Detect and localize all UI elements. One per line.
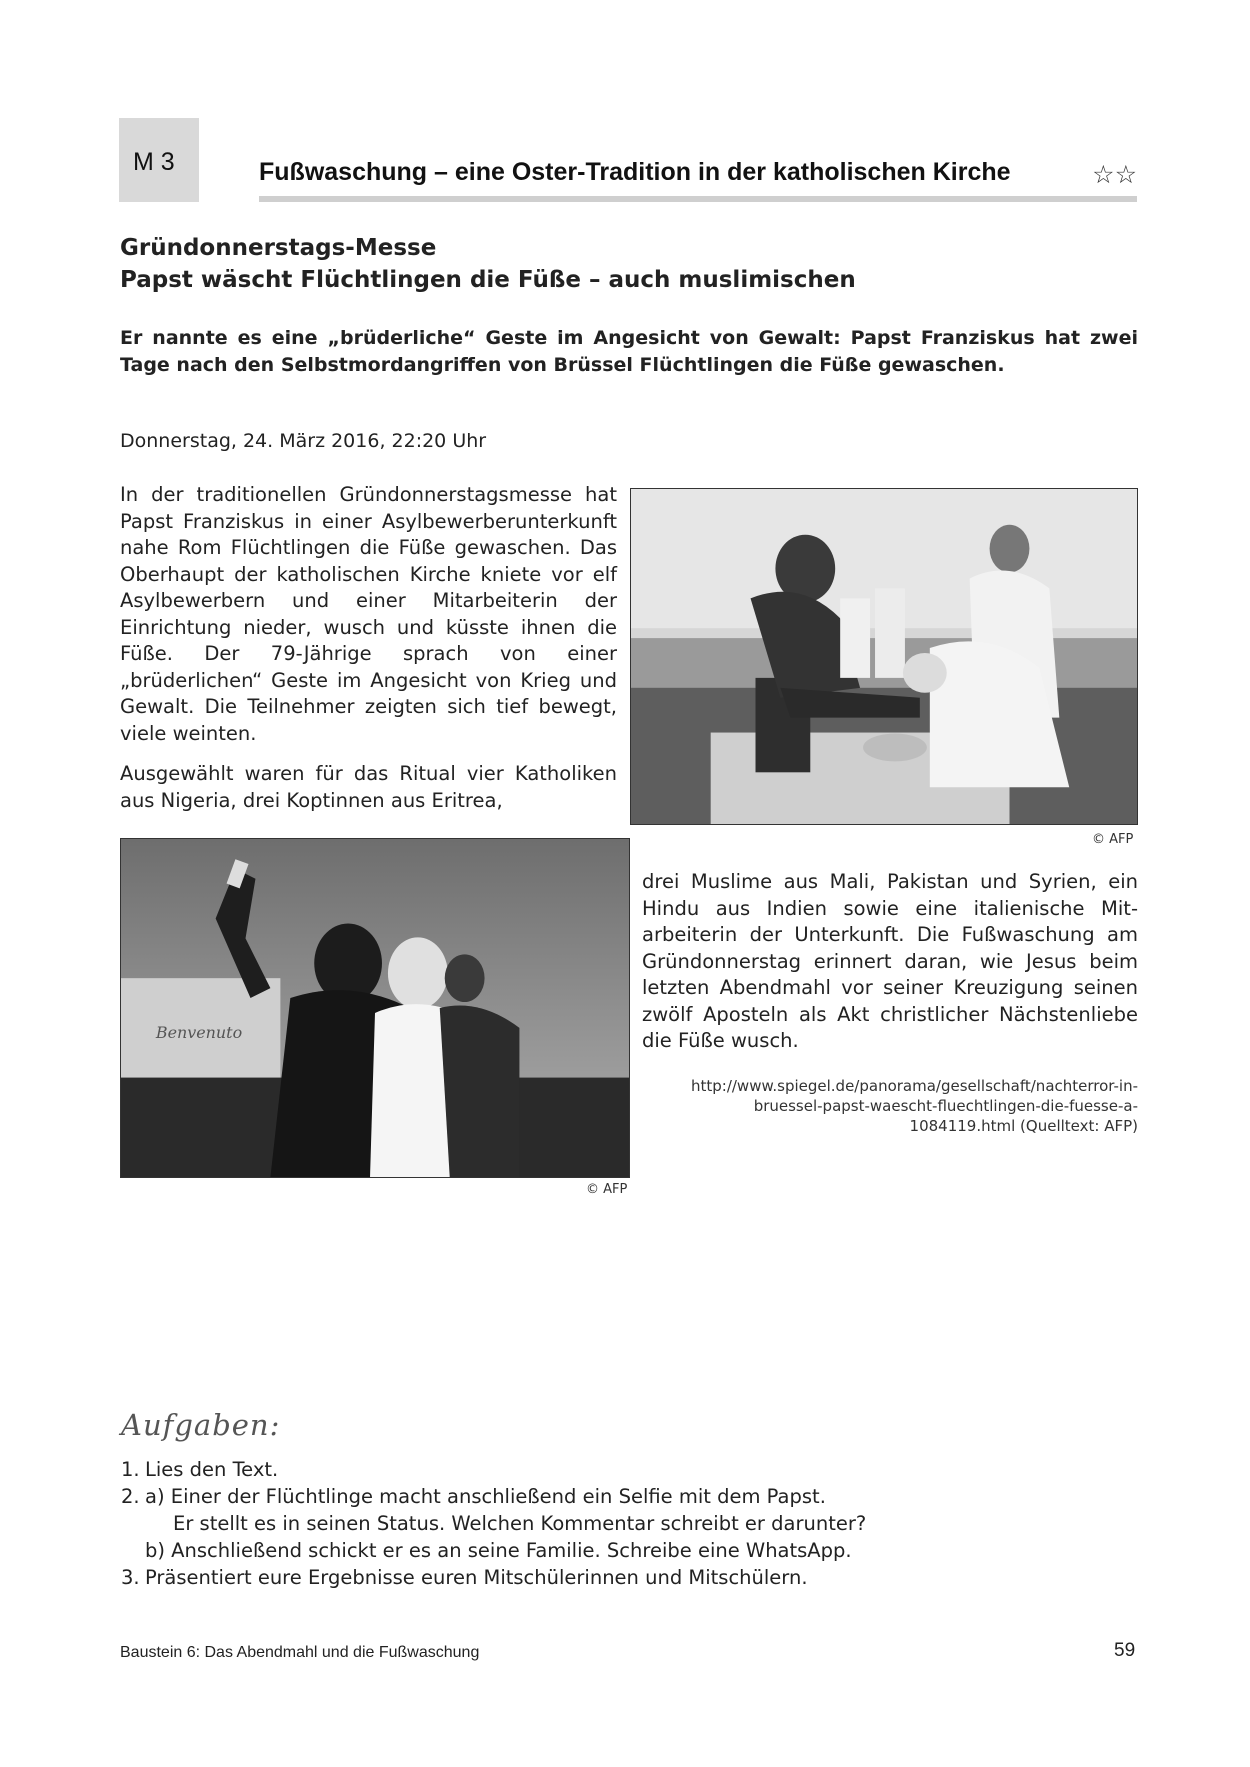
task-text: Lies den Text.	[145, 1458, 279, 1481]
task-text: a) Einer der Flüchtlinge macht anschließend ein Selfie mit dem Papst.	[145, 1485, 826, 1508]
sign-text: Benvenuto	[155, 1022, 243, 1042]
photo-selfie	[120, 838, 630, 1178]
article-dateline: Donnerstag, 24. März 2016, 22:20 Uhr	[120, 430, 487, 452]
task-number: 1.	[121, 1458, 140, 1481]
article-paragraph-2-end: drei Muslime aus Mali, Pakistan und Syrien, ein Hindu aus Indien sowie eine italienische Mitarbeiterin der Unterkunft. Die Fußwaschung am Gründonnerstag erinnert daran, wie Jesus beim letzten Abendmahl vor seiner Kreuzigung seinen zwölf Aposteln als Akt christlicher Nächstenliebe die Füße wusch.	[642, 870, 1138, 1052]
badge-label: M 3	[133, 148, 175, 176]
article-kicker: Gründonnerstags-Messe	[120, 235, 437, 261]
task-number: 3.	[121, 1566, 140, 1589]
article-paragraph-1: In der traditionellen Gründonnerstagsmesse hat Papst Franziskus in einer Asylbewerberunterkunft nahe Rom Flüchtlingen die Füße gewaschen. Das Oberhaupt der katholischen Kirche kniete vor elf Asylbewerbern und einer Mitarbeiterin der Einrichtung nieder, wusch und küsste ihnen die Füße. Der 79-Jährige sprach von einer „brüderlichen“ Geste im Angesicht von Krieg und Gewalt. Die Teilnehmer zeigten sich tief bewegt, viele weinten.	[120, 483, 617, 745]
footer-module-title: Baustein 6: Das Abendmahl und die Fußwaschung	[120, 1644, 480, 1661]
article-column-right	[642, 869, 1138, 1055]
source-citation: http://www.spiegel.de/panorama/gesellschaft/nachterror-in-bruessel-papst-waescht-fluechtlingen-die-fuesse-a-1084119.html (Quelltext: AFP)	[690, 1077, 1138, 1135]
article-column-left	[120, 482, 617, 814]
material-badge	[119, 118, 199, 202]
worksheet-title	[259, 158, 1137, 202]
worksheet-title-text: Fußwaschung – eine Oster-Tradition in der katholischen Kirche	[259, 158, 1011, 186]
photo-credit-2: © AFP	[586, 1182, 628, 1197]
task-number: 2.	[121, 1485, 140, 1508]
task-text: Er stellt es in seinen Status. Welchen Kommentar schreibt er darunter?	[173, 1512, 867, 1535]
task-text: Präsentiert eure Ergebnisse euren Mitschülerinnen und Mitschülern.	[145, 1566, 808, 1589]
article-paragraph-2-start: Ausgewählt waren für das Ritual vier Katholiken aus Nigeria, drei Koptinnen aus Eritrea,	[120, 762, 617, 812]
photo-foot-washing	[630, 488, 1138, 825]
article-lead: Er nannte es eine „brüderliche“ Geste im Angesicht von Gewalt: Papst Franziskus hat zwei Tage nach den Selbstmordangriffen von Brüssel Flüchtlingen die Füße gewaschen.	[120, 327, 1138, 376]
difficulty-stars-icon: ☆☆	[1092, 161, 1137, 189]
tasks-heading: Aufgaben:	[121, 1408, 281, 1442]
task-text: b) Anschließend schickt er es an seine Familie. Schreibe eine WhatsApp.	[145, 1539, 852, 1562]
article-headline: Papst wäscht Flüchtlingen die Füße – auch muslimischen	[120, 267, 856, 293]
photo-credit-1: © AFP	[1092, 832, 1134, 847]
page-number: 59	[1114, 1640, 1136, 1661]
